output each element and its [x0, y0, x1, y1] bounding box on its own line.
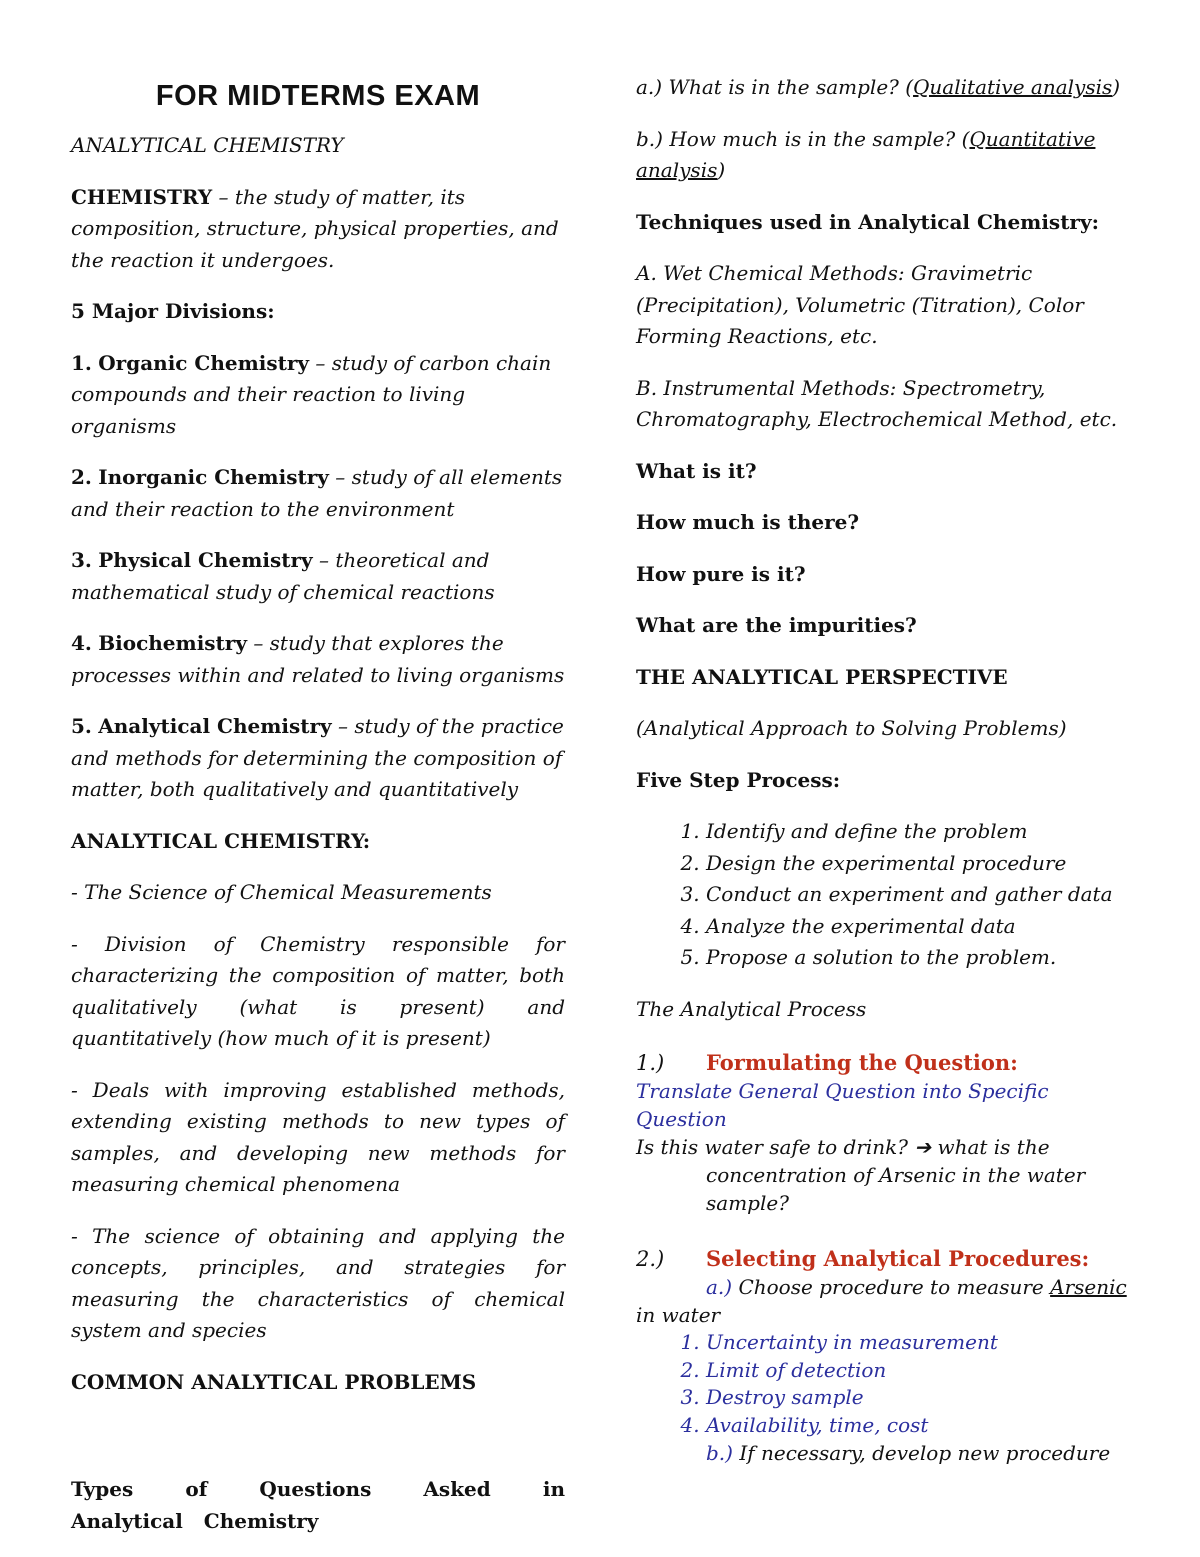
- analytical-point: - Deals with improving established methods, extending existing methods to new types of samples, and developing new methods for measuring chemical phenomena: [71, 1077, 565, 1196]
- division-name: Biochemistry: [98, 631, 247, 655]
- sub-label: a.): [706, 1275, 733, 1299]
- division-desc: – study of the practice and methods for determining the composition of matter, both qualitatively and quantitatively: [71, 714, 564, 801]
- chemistry-def-text: – the study of matter, its composition, structure, physical properties, and the reaction it undergoes.: [71, 184, 559, 272]
- division-num: 4.: [71, 631, 92, 655]
- step-title: Selecting Analytical Procedures:: [706, 1246, 1090, 1271]
- perspective-subtitle: (Analytical Approach to Solving Problems): [636, 716, 1067, 740]
- chemistry-definition: [71, 182, 565, 277]
- division-item: [71, 545, 565, 608]
- division-desc: – study that explores the processes within and related to living organisms: [71, 631, 565, 687]
- list-item: 5. Propose a solution to the problem.: [706, 942, 1136, 974]
- process-step-1: [636, 1049, 1136, 1217]
- five-step-list: [636, 816, 1136, 974]
- key-question: How much is there?: [636, 510, 860, 534]
- list-item: 2. Design the experimental procedure: [706, 848, 1136, 880]
- technique-item: A. Wet Chemical Methods: Gravimetric (Precipitation), Volumetric (Titration), Color Forming Reactions, etc.: [636, 261, 1084, 348]
- technique-item: B. Instrumental Methods: Spectrometry, Chromatography, Electrochemical Method, etc.: [636, 375, 1118, 431]
- list-item: 2. Limit of detection: [706, 1357, 1136, 1385]
- spacer: [636, 1217, 1136, 1245]
- division-desc: – study of carbon chain compounds and their reaction to living organisms: [71, 350, 552, 438]
- key-question: How pure is it?: [636, 561, 806, 586]
- list-item: 1. Uncertainty in measurement: [706, 1329, 1136, 1357]
- key-question: What is it?: [636, 458, 757, 483]
- step-1-blue-text: Translate General Question into Specific Question: [636, 1079, 1049, 1131]
- division-item: [71, 628, 565, 691]
- step-2-list: [636, 1329, 1136, 1439]
- quantitative-analysis: Quantitative analysis: [636, 126, 1096, 182]
- step-2-a-tail: in water: [636, 1303, 721, 1327]
- step-1-line-2: concentration of Arsenic in the water sample?: [706, 1163, 1086, 1215]
- list-item: 3. Destroy sample: [706, 1384, 1136, 1412]
- list-item: 3. Conduct an experiment and gather data: [706, 879, 1136, 911]
- division-desc: – study of all elements and their reaction to the environment: [71, 465, 563, 521]
- division-num: 5.: [71, 714, 92, 738]
- list-item: 1. Identify and define the problem: [706, 816, 1136, 848]
- arsenic-term: Arsenic: [1050, 1275, 1127, 1299]
- division-name: Organic Chemistry: [98, 350, 310, 375]
- perspective-heading: THE ANALYTICAL PERSPECTIVE: [636, 664, 1008, 689]
- left-column: [71, 70, 565, 1557]
- analytical-point: - The Science of Chemical Measurements: [71, 880, 492, 904]
- division-name: Physical Chemistry: [98, 548, 313, 572]
- common-problems-heading: COMMON ANALYTICAL PROBLEMS: [71, 1369, 477, 1394]
- chemistry-term: CHEMISTRY: [71, 184, 213, 209]
- division-num: 3.: [71, 548, 92, 572]
- process-step-2: [636, 1245, 1136, 1467]
- step-2-a-text: Choose procedure to measure: [732, 1275, 1051, 1299]
- division-item: [71, 462, 565, 525]
- paren-close: ): [1112, 75, 1121, 99]
- right-column: [636, 70, 1136, 1467]
- types-of-questions-heading: Types of Questions Asked in Analytical Chemistry: [71, 1477, 565, 1533]
- step-title: Formulating the Question:: [706, 1050, 1018, 1075]
- techniques-heading: Techniques used in Analytical Chemistry:: [636, 209, 1099, 234]
- process-step-2-title-row: [636, 1245, 1136, 1273]
- paren-close: ): [717, 158, 726, 182]
- five-step-heading: Five Step Process:: [636, 767, 841, 792]
- step-number: 2.): [636, 1247, 665, 1271]
- analytical-heading: ANALYTICAL CHEMISTRY:: [71, 828, 371, 853]
- question-a-text: a.) What is in the sample? (: [636, 75, 914, 99]
- question-b: [636, 124, 1136, 187]
- list-item: 4. Availability, time, cost: [706, 1412, 1136, 1440]
- divisions-heading: 5 Major Divisions:: [71, 299, 275, 323]
- step-number: 1.): [636, 1051, 665, 1075]
- spacer: [71, 1418, 565, 1474]
- division-num: 1.: [71, 350, 92, 375]
- subtitle: ANALYTICAL CHEMISTRY: [71, 133, 344, 157]
- step-1-line-1: Is this water safe to drink? ➔ what is the: [636, 1135, 1050, 1159]
- division-item: [71, 348, 565, 443]
- analytical-point: - Division of Chemistry responsible for characterizing the composition of matter, both qualitatively (what is present) and quantitatively (how much of it is present): [71, 931, 565, 1050]
- process-step-1-title-row: [636, 1049, 1136, 1077]
- step-2-a: [636, 1273, 1136, 1329]
- division-name: Analytical Chemistry: [98, 714, 332, 738]
- list-item: 4. Analyze the experimental data: [706, 911, 1136, 943]
- step-2-b: [636, 1439, 1136, 1467]
- process-heading: The Analytical Process: [636, 996, 867, 1021]
- division-desc: – theoretical and mathematical study of chemical reactions: [71, 548, 495, 604]
- division-item: [71, 711, 565, 806]
- sub-label: b.): [706, 1441, 733, 1465]
- key-question: What are the impurities?: [636, 613, 917, 637]
- division-num: 2.: [71, 465, 92, 489]
- division-name: Inorganic Chemistry: [98, 465, 329, 489]
- question-a: [636, 72, 1136, 104]
- step-2-b-text: If necessary, develop new procedure: [732, 1441, 1111, 1465]
- question-b-text: b.) How much is in the sample? (: [636, 126, 970, 151]
- analytical-point: - The science of obtaining and applying the concepts, principles, and strategies for measuring the characteristics of chemical system and species: [71, 1223, 565, 1342]
- page-title: FOR MIDTERMS EXAM: [155, 80, 481, 112]
- qualitative-analysis: Qualitative analysis: [913, 75, 1113, 99]
